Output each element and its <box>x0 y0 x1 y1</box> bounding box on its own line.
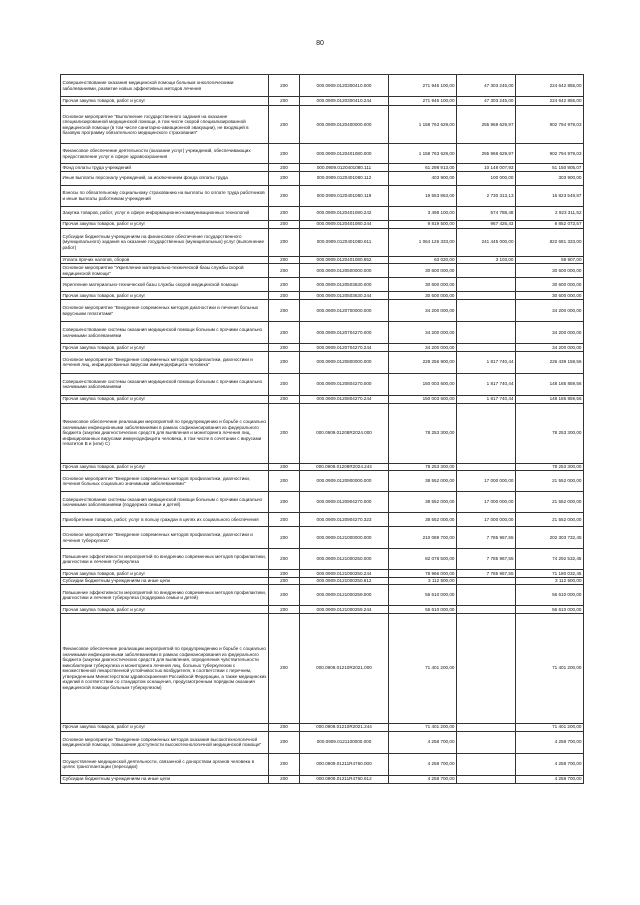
row-description: Повышение эффективности мероприятий по внедрению современных методов профилактики, диагностики и лечения туберкулеза <box>61 549 269 570</box>
row-code: 200 <box>269 185 300 206</box>
row-executed-amount: 255 968 629,97 <box>457 106 516 144</box>
row-executed-amount: 7 785 967,55 <box>457 570 516 578</box>
row-approved-amount: 38 552 000,00 <box>389 471 457 492</box>
row-approved-amount: 271 946 100,00 <box>389 97 457 106</box>
row-description: Основное мероприятие "Внедрение современных методов диагностики и лечения больных вирусными гепатитами" <box>61 300 269 322</box>
table-row <box>61 463 584 471</box>
row-code: 200 <box>269 164 300 172</box>
row-classification-code: 000.0909.0120401080.244 <box>300 220 389 228</box>
row-executed-amount: 967 426,43 <box>457 220 516 228</box>
row-approved-amount: 78 253 300,00 <box>389 403 457 463</box>
row-executed-amount <box>457 292 516 300</box>
row-approved-amount: 34 200 000,00 <box>389 322 457 344</box>
row-remaining-amount: 303 900,00 <box>516 171 584 185</box>
table-row <box>61 220 584 228</box>
row-remaining-amount: 8 852 073,57 <box>516 220 584 228</box>
row-executed-amount <box>457 723 516 731</box>
row-approved-amount: 4 258 700,00 <box>389 731 457 753</box>
row-code: 200 <box>269 264 300 278</box>
row-classification-code: 000.0909.0120300410.000 <box>300 75 389 97</box>
row-classification-code: 000.0909.01208R2024.244 <box>300 463 389 471</box>
row-code: 200 <box>269 513 300 527</box>
row-executed-amount <box>457 613 516 723</box>
row-remaining-amount: 71 401 200,00 <box>516 613 584 723</box>
row-description: Закупка товаров, работ, услуг в сфере информационно-коммуникационных технологий <box>61 206 269 220</box>
row-code: 200 <box>269 256 300 264</box>
row-code: 200 <box>269 570 300 578</box>
row-executed-amount <box>457 463 516 471</box>
row-approved-amount: 210 089 700,00 <box>389 527 457 549</box>
row-approved-amount: 30 600 000,00 <box>389 264 457 278</box>
row-executed-amount: 17 000 000,00 <box>457 492 516 513</box>
row-description: Иные выплаты персоналу учреждений, за исключением фонда оплаты труда <box>61 171 269 185</box>
row-classification-code: 000.0909.0120700000.000 <box>300 300 389 322</box>
row-classification-code: 000.0909.0120704270.244 <box>300 344 389 352</box>
row-description: Взносы по обязательному социальному страхованию на выплаты по оплате труда работников и иные выплаты работникам учреждений <box>61 185 269 206</box>
row-approved-amount: 1 158 763 629,00 <box>389 106 457 144</box>
row-approved-amount: 150 003 600,00 <box>389 395 457 403</box>
row-executed-amount <box>457 403 516 463</box>
row-classification-code: 000.0909.01211R4760.612 <box>300 775 389 783</box>
row-classification-code: 000.0909.01210R2021.244 <box>300 723 389 731</box>
row-description: Совершенствование системы оказания медицинской помощи больным с прочими социально значимыми заболеваниями (поддержка семьи и детей) <box>61 492 269 513</box>
row-classification-code: 000.0909.0120804270.244 <box>300 395 389 403</box>
row-code: 200 <box>269 577 300 585</box>
table-row <box>61 300 584 322</box>
row-classification-code: 000.0909.0121000259.000 <box>300 585 389 606</box>
row-remaining-amount: 51 150 905,07 <box>516 164 584 172</box>
row-executed-amount <box>457 775 516 783</box>
row-classification-code: 000.0909.0120904270.000 <box>300 492 389 513</box>
table-row <box>61 256 584 264</box>
row-classification-code: 000.0909.01210R2021.000 <box>300 613 389 723</box>
row-executed-amount <box>457 278 516 292</box>
row-classification-code: 000.0909.0121000250.244 <box>300 570 389 578</box>
table-row <box>61 185 584 206</box>
table-row <box>61 171 584 185</box>
row-classification-code: 000.0909.0121000250.000 <box>300 549 389 570</box>
row-executed-amount: 47 303 245,00 <box>457 97 516 106</box>
table-row <box>61 549 584 570</box>
row-remaining-amount: 71 401 200,00 <box>516 723 584 731</box>
row-description: Осуществление медицинской деятельности, связанной с донорством органов человека в целях трансплантации (пересадки) <box>61 753 269 775</box>
row-description: Финансовое обеспечение реализации мероприятий по предупреждению и борьбе с социально значимыми инфекционными заболеваниями в рамках софинансирования из федерального бюджета (закупки диагностических средств для выявления и мониторинга лечения лиц, инфицированных вирусами иммунодефицита человека, в том числе в сочетании с вирусами гепатитов В и (или) С) <box>61 403 269 463</box>
row-executed-amount: 17 000 000,00 <box>457 471 516 492</box>
row-description: Прочая закупка товаров, работ и услуг <box>61 723 269 731</box>
table-row <box>61 264 584 278</box>
table-row <box>61 606 584 614</box>
row-approved-amount: 34 200 000,00 <box>389 300 457 322</box>
row-description: Финансовое обеспечение деятельности (оказание услуг) учреждений, обеспечивающих предоставление услуг в сфере здравоохранения <box>61 144 269 164</box>
row-approved-amount: 56 610 000,00 <box>389 606 457 614</box>
table-row <box>61 373 584 395</box>
row-description: Субсидии бюджетным учреждениям на иные цели <box>61 775 269 783</box>
row-description: Основное мероприятие "Внедрение современных методов профилактики, диагностики и лечения лиц, инфицированных вирусом иммунодефицита человека" <box>61 351 269 373</box>
row-approved-amount: 19 553 863,00 <box>389 185 457 206</box>
row-remaining-amount: 4 258 700,00 <box>516 731 584 753</box>
row-description: Финансовое обеспечение реализации мероприятий по предупреждению и борьбе с социально значимыми инфекционными заболеваниями в рамках софинансирования из федерального бюджета (закупки диагностических средств для выявления, определения чувствительности микобактерии туберкулеза и мониторинга лечения лиц, больных туберкулезом с множественной лекарственной устойчивостью возбудителя, в соответствии с перечнем, утвержденным Министерством здравоохранения Российской Федерации, а также медицинских изделий в соответствии со стандартом оснащения, предусмотренным порядком оказания медицинской помощи больным туберкулезом) <box>61 613 269 723</box>
table-row <box>61 97 584 106</box>
budget-table-body <box>61 75 584 784</box>
row-remaining-amount: 56 610 000,00 <box>516 585 584 606</box>
row-approved-amount: 71 401 200,00 <box>389 723 457 731</box>
table-row <box>61 75 584 97</box>
row-code: 200 <box>269 344 300 352</box>
row-description: Субсидии бюджетным учреждениям на финансовое обеспечение государственного (муниципального) задания на оказание государственных (муниципальных) услуг (выполнение работ) <box>61 228 269 256</box>
row-classification-code: 000.0909.0120401080.119 <box>300 185 389 206</box>
row-remaining-amount: 148 185 859,56 <box>516 373 584 395</box>
row-description: Приобретение товаров, работ, услуг в пользу граждан в целях их социального обеспечения <box>61 513 269 527</box>
row-executed-amount <box>457 585 516 606</box>
table-row <box>61 613 584 723</box>
row-classification-code: 000.0909.0120400000.000 <box>300 106 389 144</box>
row-code: 200 <box>269 395 300 403</box>
row-approved-amount: 61 298 913,00 <box>389 164 457 172</box>
row-remaining-amount: 74 292 532,45 <box>516 549 584 570</box>
table-row <box>61 351 584 373</box>
row-remaining-amount: 902 794 979,03 <box>516 106 584 144</box>
row-approved-amount: 30 600 000,00 <box>389 292 457 300</box>
table-row <box>61 471 584 492</box>
row-code: 200 <box>269 463 300 471</box>
table-row <box>61 577 584 585</box>
row-remaining-amount: 16 823 549,87 <box>516 185 584 206</box>
row-classification-code: 000.0909.0120401080.112 <box>300 171 389 185</box>
table-row <box>61 513 584 527</box>
row-description: Субсидии бюджетным учреждениям на иные цели <box>61 577 269 585</box>
row-code: 200 <box>269 97 300 106</box>
row-executed-amount: 1 817 740,44 <box>457 351 516 373</box>
row-description: Совершенствование оказания медицинской помощи больным онкологическими заболеваниями, развитие новых эффективных методов лечения <box>61 75 269 97</box>
row-executed-amount: 7 785 967,55 <box>457 527 516 549</box>
row-approved-amount: 38 552 000,00 <box>389 492 457 513</box>
table-row <box>61 144 584 164</box>
row-remaining-amount: 224 642 855,00 <box>516 97 584 106</box>
row-remaining-amount: 30 600 000,00 <box>516 264 584 278</box>
row-approved-amount: 4 258 700,00 <box>389 753 457 775</box>
row-code: 200 <box>269 144 300 164</box>
row-classification-code: 000.0909.0120401080.242 <box>300 206 389 220</box>
row-approved-amount: 403 900,00 <box>389 171 457 185</box>
row-classification-code: 000.0909.0120704270.000 <box>300 322 389 344</box>
row-code: 200 <box>269 403 300 463</box>
row-remaining-amount: 78 253 300,00 <box>516 463 584 471</box>
row-code: 200 <box>269 106 300 144</box>
table-row <box>61 106 584 144</box>
row-code: 200 <box>269 278 300 292</box>
row-code: 200 <box>269 292 300 300</box>
row-code: 200 <box>269 75 300 97</box>
row-remaining-amount: 56 610 000,00 <box>516 606 584 614</box>
row-executed-amount: 100 000,00 <box>457 171 516 185</box>
row-remaining-amount: 4 258 700,00 <box>516 753 584 775</box>
table-row <box>61 228 584 256</box>
row-approved-amount: 63 020,00 <box>389 256 457 264</box>
row-classification-code: 000.0909.01208R2024.000 <box>300 403 389 463</box>
row-executed-amount <box>457 264 516 278</box>
row-code: 200 <box>269 606 300 614</box>
table-row <box>61 731 584 753</box>
row-remaining-amount: 78 253 300,00 <box>516 403 584 463</box>
row-description: Совершенствование системы оказания медицинской помощи больным с прочими социально значимыми заболеваниями <box>61 322 269 344</box>
row-approved-amount: 4 258 700,00 <box>389 775 457 783</box>
table-row <box>61 278 584 292</box>
table-row <box>61 292 584 300</box>
row-description: Уплата прочих налогов, сборов <box>61 256 269 264</box>
row-remaining-amount: 224 642 855,00 <box>516 75 584 97</box>
row-code: 200 <box>269 351 300 373</box>
row-approved-amount: 3 112 500,00 <box>389 577 457 585</box>
row-remaining-amount: 30 600 000,00 <box>516 278 584 292</box>
row-remaining-amount: 34 200 000,00 <box>516 300 584 322</box>
row-executed-amount <box>457 731 516 753</box>
row-executed-amount: 1 817 740,44 <box>457 395 516 403</box>
row-classification-code: 000.0909.0120500000.000 <box>300 264 389 278</box>
row-description: Прочая закупка товаров, работ и услуг <box>61 606 269 614</box>
row-approved-amount: 271 946 100,00 <box>389 75 457 97</box>
row-executed-amount <box>457 300 516 322</box>
row-code: 200 <box>269 731 300 753</box>
row-remaining-amount: 34 200 000,00 <box>516 344 584 352</box>
row-executed-amount <box>457 753 516 775</box>
row-remaining-amount: 3 112 500,00 <box>516 577 584 585</box>
row-remaining-amount: 71 180 032,45 <box>516 570 584 578</box>
row-remaining-amount: 2 923 311,52 <box>516 206 584 220</box>
row-remaining-amount: 21 552 000,00 <box>516 471 584 492</box>
row-executed-amount: 574 788,48 <box>457 206 516 220</box>
row-classification-code: 000.0909.0120401080.852 <box>300 256 389 264</box>
row-approved-amount: 1 158 763 629,00 <box>389 144 457 164</box>
row-remaining-amount: 202 303 732,45 <box>516 527 584 549</box>
row-executed-amount: 47 303 245,00 <box>457 75 516 97</box>
row-description: Прочая закупка товаров, работ и услуг <box>61 463 269 471</box>
row-classification-code: 000.0909.0121000250.612 <box>300 577 389 585</box>
row-remaining-amount: 30 600 000,00 <box>516 292 584 300</box>
row-remaining-amount: 21 552 000,00 <box>516 513 584 527</box>
row-remaining-amount: 226 439 159,56 <box>516 351 584 373</box>
row-executed-amount: 10 148 007,93 <box>457 164 516 172</box>
row-approved-amount: 38 552 000,00 <box>389 513 457 527</box>
row-code: 200 <box>269 753 300 775</box>
row-classification-code: 000.0909.0120401080.111 <box>300 164 389 172</box>
row-description: Прочая закупка товаров, работ и услуг <box>61 292 269 300</box>
row-description: Прочая закупка товаров, работ и услуг <box>61 344 269 352</box>
table-row <box>61 206 584 220</box>
row-classification-code: 000.0909.0120401080.000 <box>300 144 389 164</box>
table-row <box>61 775 584 783</box>
row-executed-amount: 1 817 740,44 <box>457 373 516 395</box>
row-approved-amount: 78 966 000,00 <box>389 570 457 578</box>
table-row <box>61 527 584 549</box>
row-executed-amount <box>457 322 516 344</box>
row-remaining-amount: 59 907,00 <box>516 256 584 264</box>
row-description: Укрепление материально-технической базы службы скорой медицинской помощи <box>61 278 269 292</box>
row-classification-code: 000.0909.0121000000.000 <box>300 527 389 549</box>
row-remaining-amount: 34 200 000,00 <box>516 322 584 344</box>
row-code: 200 <box>269 206 300 220</box>
row-remaining-amount: 902 794 979,03 <box>516 144 584 164</box>
row-executed-amount <box>457 344 516 352</box>
row-executed-amount: 2 730 313,13 <box>457 185 516 206</box>
row-description: Основное мероприятие "Внедрение современных методов профилактики, диагностики, лечения больных социально значимыми заболеваниями" <box>61 471 269 492</box>
table-row <box>61 344 584 352</box>
row-code: 200 <box>269 549 300 570</box>
row-classification-code: 000.0909.0120503630.244 <box>300 292 389 300</box>
row-approved-amount: 228 256 900,00 <box>389 351 457 373</box>
row-approved-amount: 30 600 000,00 <box>389 278 457 292</box>
row-approved-amount: 56 610 000,00 <box>389 585 457 606</box>
row-description: Фонд оплаты труда учреждений <box>61 164 269 172</box>
row-description: Повышение эффективности мероприятий по внедрению современных методов профилактики, диагностики и лечения туберкулеза (поддержка семьи и детей) <box>61 585 269 606</box>
row-remaining-amount: 822 681 333,00 <box>516 228 584 256</box>
row-executed-amount: 3 103,00 <box>457 256 516 264</box>
row-executed-amount: 17 000 000,00 <box>457 513 516 527</box>
page-number: 80 <box>316 40 324 47</box>
row-remaining-amount: 21 552 000,00 <box>516 492 584 513</box>
row-code: 200 <box>269 527 300 549</box>
row-description: Основное мероприятие "Внедрение современных методов оказания высокотехнологичной медицинской помощи, повышение доступности высокотехнологичной медицинской помощи" <box>61 731 269 753</box>
row-code: 200 <box>269 585 300 606</box>
row-classification-code: 000.0909.0120401080.611 <box>300 228 389 256</box>
row-classification-code: 000.0909.0120900000.000 <box>300 471 389 492</box>
row-approved-amount: 71 401 200,00 <box>389 613 457 723</box>
row-executed-amount: 255 968 629,97 <box>457 144 516 164</box>
row-approved-amount: 9 819 500,00 <box>389 220 457 228</box>
row-approved-amount: 3 498 100,00 <box>389 206 457 220</box>
row-description: Прочая закупка товаров, работ и услуг <box>61 97 269 106</box>
table-row <box>61 585 584 606</box>
row-code: 200 <box>269 471 300 492</box>
row-remaining-amount: 148 185 859,56 <box>516 395 584 403</box>
row-description: Прочая закупка товаров, работ и услуг <box>61 395 269 403</box>
row-classification-code: 000.0909.0121000259.244 <box>300 606 389 614</box>
row-description: Совершенствование системы оказания медицинской помощи больным с прочими социально значимыми заболеваниями <box>61 373 269 395</box>
row-classification-code: 000.0909.0120804270.000 <box>300 373 389 395</box>
row-classification-code: 000.0909.0120300410.244 <box>300 97 389 106</box>
budget-table <box>60 74 584 784</box>
row-classification-code: 000.0909.01211R4760.000 <box>300 753 389 775</box>
row-classification-code: 000.0909.0121100000.000 <box>300 731 389 753</box>
row-description: Основное мероприятие "Выполнение государственного задания на оказание специализированной медицинской помощи, в том числе скорой специализированной медицинской помощи (в том числе санитарно-авиационной эвакуации), не входящей в базовую программу обязательного медицинского страхования" <box>61 106 269 144</box>
row-approved-amount: 1 064 126 333,00 <box>389 228 457 256</box>
row-code: 200 <box>269 220 300 228</box>
row-code: 200 <box>269 171 300 185</box>
row-code: 200 <box>269 322 300 344</box>
row-executed-amount: 7 785 967,55 <box>457 549 516 570</box>
row-approved-amount: 150 003 600,00 <box>389 373 457 395</box>
row-remaining-amount: 4 258 700,00 <box>516 775 584 783</box>
row-executed-amount <box>457 606 516 614</box>
row-approved-amount: 78 253 300,00 <box>389 463 457 471</box>
table-row <box>61 753 584 775</box>
row-code: 200 <box>269 373 300 395</box>
table-row <box>61 492 584 513</box>
table-row <box>61 322 584 344</box>
row-executed-amount <box>457 577 516 585</box>
table-row <box>61 395 584 403</box>
row-executed-amount: 241 445 000,00 <box>457 228 516 256</box>
table-row <box>61 723 584 731</box>
row-code: 200 <box>269 613 300 723</box>
row-description: Прочая закупка товаров, работ и услуг <box>61 220 269 228</box>
row-approved-amount: 34 200 000,00 <box>389 344 457 352</box>
row-description: Прочая закупка товаров, работ и услуг <box>61 570 269 578</box>
table-row <box>61 164 584 172</box>
table-row <box>61 570 584 578</box>
row-code: 200 <box>269 228 300 256</box>
row-approved-amount: 82 078 500,00 <box>389 549 457 570</box>
row-description: Основное мероприятие "Укрепление материально-технической базы службы скорой медицинской помощи" <box>61 264 269 278</box>
row-code: 200 <box>269 492 300 513</box>
row-classification-code: 000.0909.0120800000.000 <box>300 351 389 373</box>
row-classification-code: 000.0909.0120904270.323 <box>300 513 389 527</box>
row-code: 200 <box>269 723 300 731</box>
table-row <box>61 403 584 463</box>
row-code: 200 <box>269 775 300 783</box>
row-code: 200 <box>269 300 300 322</box>
row-classification-code: 000.0909.0120503630.000 <box>300 278 389 292</box>
row-description: Основное мероприятие "Внедрение современных методов профилактики, диагностики и лечения туберкулеза" <box>61 527 269 549</box>
